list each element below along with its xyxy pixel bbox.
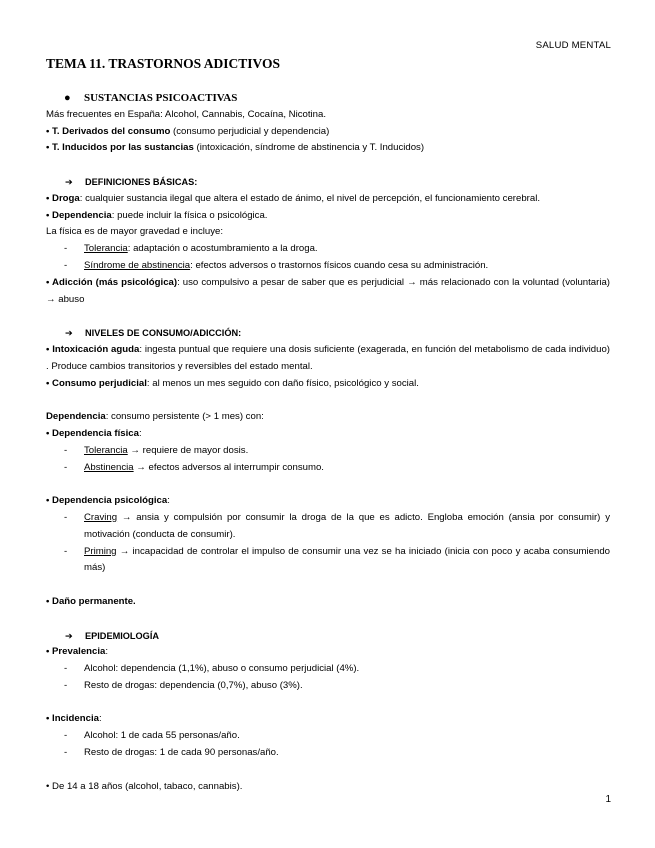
list-item-text: (consumo perjudicial y dependencia)	[170, 125, 330, 137]
sub-item-term: Craving	[84, 511, 118, 523]
list-item-text: :	[98, 713, 102, 725]
sub-item-incidencia-resto	[46, 745, 610, 762]
sub-item-abstinencia	[46, 258, 610, 275]
list-item-term: • Droga	[46, 192, 80, 204]
arrow-icon: ➔	[65, 328, 73, 339]
sub-item-text: Alcohol: dependencia (1,1%), abuso o consumo perjudicial (4%).	[84, 663, 360, 675]
definition-intoxicacion	[46, 342, 610, 376]
definition-droga	[46, 191, 610, 208]
list-item-text: : ingesta puntual que requiere una dosis suficiente (exagerada, en función del metabolismo de cada individuo) . Produce cambios transitorios y reversibles del estado mental.	[46, 343, 610, 372]
list-item-text: : al menos un mes seguido con daño físico, psicológico y social.	[146, 377, 419, 389]
sub-item-term: Tolerancia	[84, 243, 128, 255]
list-item-text: :	[167, 495, 170, 507]
definition-dependencia-persistente	[46, 409, 610, 426]
paragraph-fisica: La física es de mayor gravedad e incluye:	[46, 226, 224, 238]
list-item-term: • T. Derivados del consumo	[46, 125, 171, 137]
list-item-text: (intoxicación, síndrome de abstinencia y T. Inducidos)	[193, 142, 425, 154]
sub-item-text: Resto de drogas: 1 de cada 90 personas/año.	[84, 747, 279, 759]
arrow-icon: ➔	[65, 176, 73, 187]
intro-paragraph: Más frecuentes en España: Alcohol, Cannabis, Cocaína, Nicotina.	[46, 108, 326, 120]
section-heading-text: DEFINICIONES BÁSICAS:	[85, 176, 198, 187]
heading-incidencia	[46, 711, 610, 728]
sub-item-incidencia-alcohol	[46, 728, 610, 745]
sub-item-text: → incapacidad de controlar el impulso de consumir una vez se ha iniciado (inicia con poco y acaba consumiendo más)	[84, 545, 610, 574]
list-item-term: • Adicción (más psicológica)	[46, 276, 178, 288]
section-heading-text: NIVELES DE CONSUMO/ADICCIÓN:	[85, 328, 242, 339]
dash-marker: -	[64, 461, 68, 473]
list-item-term: • Consumo perjudicial	[46, 377, 147, 389]
list-item-term: • Intoxicación aguda	[46, 343, 140, 355]
section-heading-text: SUSTANCIAS PSICOACTIVAS	[84, 92, 238, 104]
sub-item-text: : adaptación o acostumbramiento a la droga.	[127, 243, 318, 255]
definition-adiccion	[46, 275, 610, 309]
sub-item-tolerancia	[46, 241, 610, 258]
sub-item-text: → efectos adversos al interrumpir consumo.	[133, 461, 324, 473]
definition-dano-permanente: • Daño permanente.	[46, 595, 136, 607]
sub-item-text: : efectos adversos o trastornos físicos cuando cesa su administración.	[190, 259, 489, 271]
sub-item-abstinencia-fisica	[46, 460, 610, 477]
dash-marker: -	[64, 663, 68, 675]
section-heading-epidemiologia	[46, 628, 610, 645]
running-header: SALUD MENTAL	[535, 40, 611, 51]
document-title: TEMA 11. TRASTORNOS ADICTIVOS	[46, 56, 281, 71]
dash-marker: -	[64, 259, 68, 271]
section-heading-definiciones	[46, 174, 610, 191]
bullet-icon: ●	[64, 92, 71, 104]
dash-marker: -	[64, 747, 68, 759]
sub-item-term: Abstinencia	[84, 461, 134, 473]
list-item-term: • Incidencia	[46, 713, 99, 725]
sub-item-text: Alcohol: 1 de cada 55 personas/año.	[84, 730, 240, 742]
sub-item-prevalencia-resto	[46, 678, 610, 695]
list-item-term: • T. Inducidos por las sustancias	[46, 142, 194, 154]
list-item-term: • Prevalencia	[46, 646, 106, 658]
list-item-term: Dependencia	[46, 411, 106, 423]
list-item-edad: • De 14 a 18 años (alcohol, tabaco, cannabis).	[46, 780, 243, 792]
list-item-term: • Dependencia psicológica	[46, 495, 168, 507]
sub-item-text: → ansia y compulsión por consumir la droga de la que es adicto. Engloba emoción (ansia por consumir) y motivación (conducta de consumir).	[84, 511, 610, 540]
sub-item-prevalencia-alcohol	[46, 661, 610, 678]
sub-item-term: Priming	[84, 545, 117, 557]
list-item-text: :	[105, 646, 109, 658]
sub-item-term: Síndrome de abstinencia	[84, 259, 191, 271]
dash-marker: -	[64, 511, 68, 523]
list-item	[46, 124, 610, 141]
list-item-term: • Dependencia física	[46, 427, 139, 439]
list-item-text: : puede incluir la física o psicológica.	[111, 209, 268, 221]
page-number: 1	[605, 794, 611, 805]
dash-marker: -	[64, 243, 68, 255]
dash-marker: -	[64, 730, 68, 742]
arrow-icon: ➔	[65, 630, 73, 641]
section-heading-sustancias	[46, 90, 610, 107]
list-item	[46, 140, 610, 157]
sub-item-tolerancia-fisica	[46, 443, 610, 460]
definition-dependencia	[46, 208, 610, 225]
sub-item-term: Tolerancia	[84, 444, 128, 456]
sub-item-text: Resto de drogas: dependencia (0,7%), abuso (3%).	[84, 679, 303, 691]
section-heading-niveles	[46, 325, 610, 342]
sub-item-text: → requiere de mayor dosis.	[127, 444, 249, 456]
list-item-term: • Dependencia	[46, 209, 112, 221]
sub-item-craving	[46, 510, 610, 544]
list-item-text: :	[138, 427, 142, 439]
list-item-text: : cualquier sustancia ilegal que altera el estado de ánimo, el nivel de percepción, el funcionamiento cerebral.	[79, 192, 540, 204]
dash-marker: -	[64, 444, 68, 456]
heading-dependencia-psicologica	[46, 493, 610, 510]
list-item-text: : uso compulsivo a pesar de saber que es perjudicial → más relacionado con la voluntad (voluntaria) → abuso	[46, 276, 610, 305]
list-item-text: : consumo persistente (> 1 mes) con:	[105, 411, 264, 423]
dash-marker: -	[64, 679, 68, 691]
heading-prevalencia	[46, 644, 610, 661]
document-body	[46, 90, 610, 795]
section-heading-text: EPIDEMIOLOGÍA	[85, 630, 160, 641]
sub-item-priming	[46, 544, 610, 578]
dash-marker: -	[64, 545, 68, 557]
definition-consumo-perjudicial	[46, 376, 610, 393]
heading-dependencia-fisica	[46, 426, 610, 443]
